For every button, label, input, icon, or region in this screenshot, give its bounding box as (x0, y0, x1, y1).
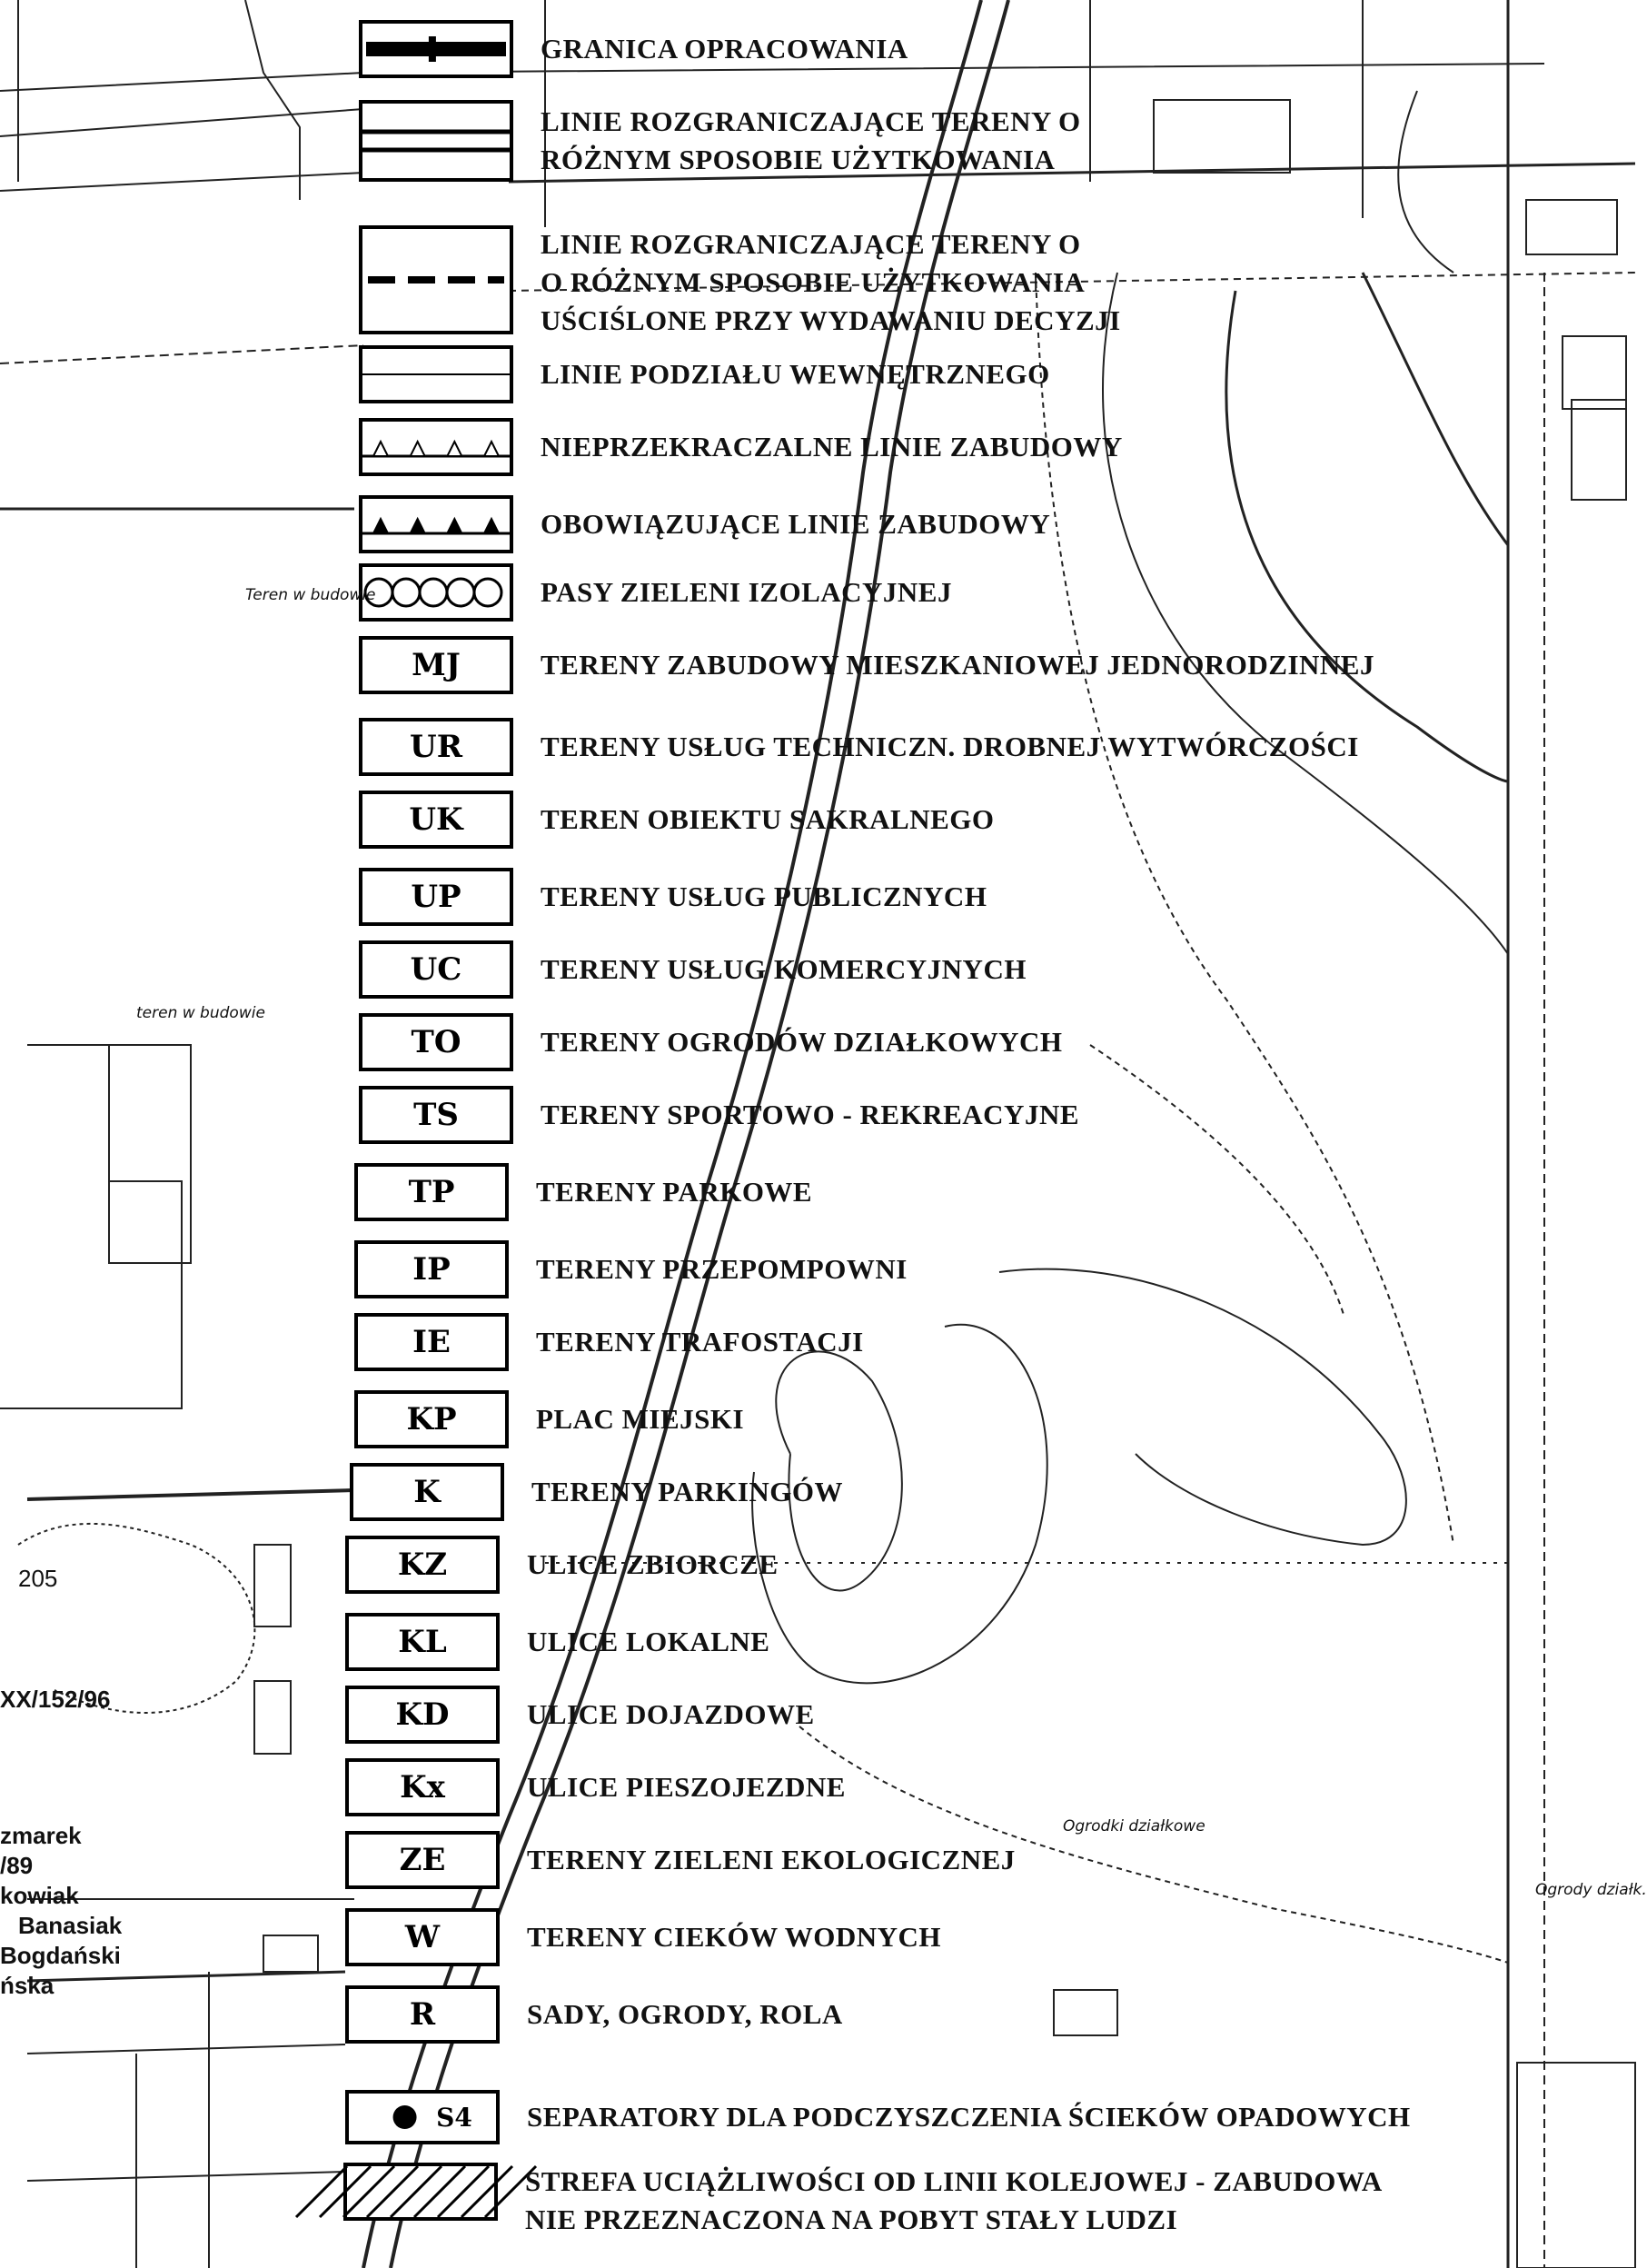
legend-label-line: GRANICA OPRACOWANIA (541, 33, 908, 65)
legend-symbol (354, 1313, 509, 1371)
legend-row (0, 20, 1635, 78)
legend-code: K (413, 1474, 441, 1510)
legend-code: W (404, 1919, 441, 1955)
legend-code: TS (413, 1097, 459, 1133)
legend-symbol (354, 1163, 509, 1221)
legend-code: KZ (397, 1547, 448, 1583)
legend-symbol (359, 563, 513, 622)
legend-symbol (359, 718, 513, 776)
legend-row (0, 940, 1635, 999)
legend-label (536, 1173, 812, 1211)
map-label-ogrody: Ogrodki działkowe (1063, 1817, 1205, 1835)
map-label-resolution: XX/152/96 (0, 1686, 111, 1713)
legend-row (0, 791, 1635, 849)
map-label-number: 205 (18, 1565, 58, 1592)
legend-label-line: LINIE ROZGRANICZAJĄCE TERENY O (541, 228, 1081, 260)
legend-label-line: TERENY USŁUG TECHNICZN. DROBNEJ WYTWÓRCZOŚCI (541, 731, 1359, 762)
legend-code: UC (410, 951, 462, 988)
legend-symbol (345, 2090, 500, 2144)
legend-symbol (345, 1831, 500, 1889)
legend-row (0, 100, 1635, 182)
legend-label-line: PLAC MIEJSKI (536, 1403, 745, 1435)
legend-symbol (359, 100, 513, 182)
legend-symbol (359, 418, 513, 476)
map-label-owner: zmarek (0, 1822, 82, 1849)
legend-symbol (359, 345, 513, 403)
legend-label-line: TERENY USŁUG PUBLICZNYCH (541, 880, 987, 912)
legend-label (541, 1096, 1079, 1134)
legend-label (541, 1023, 1063, 1061)
legend-symbol (359, 1086, 513, 1144)
legend-label-line: NIEPRZEKRACZALNE LINIE ZABUDOWY (541, 431, 1123, 463)
legend-row (0, 225, 1635, 334)
legend-code: KL (398, 1624, 447, 1660)
legend-label-line: RÓŻNYM SPOSOBIE UŻYTKOWANIA (541, 144, 1056, 175)
legend-symbol (359, 20, 513, 78)
legend-label (527, 1841, 1016, 1879)
legend-symbol (354, 1240, 509, 1298)
legend-symbol (345, 1686, 500, 1744)
legend-label (541, 878, 987, 916)
parcel-line (27, 2044, 345, 2054)
legend-label-line: TEREN OBIEKTU SAKRALNEGO (541, 803, 995, 835)
legend-symbol (359, 791, 513, 849)
building-outline (109, 1045, 191, 1263)
legend-symbol (359, 868, 513, 926)
legend-code: TP (408, 1174, 455, 1210)
legend-code: UP (411, 879, 461, 915)
legend-code: ZE (399, 1842, 446, 1878)
legend-row (0, 1390, 1635, 1448)
legend-row (0, 1536, 1635, 1594)
parcel-line (27, 1972, 345, 1981)
legend-symbol (359, 636, 513, 694)
legend-row (0, 1086, 1635, 1144)
legend-label (541, 573, 952, 612)
map-label-owner: ńska (0, 1972, 55, 1999)
legend-label (541, 103, 1081, 179)
legend-label-line: TERENY ZIELENI EKOLOGICZNEJ (527, 1844, 1016, 1875)
legend-label-line: LINIE ROZGRANICZAJĄCE TERENY O (541, 105, 1081, 137)
legend-symbol (345, 1985, 500, 2044)
legend-label-line: TERENY PARKINGÓW (531, 1476, 843, 1507)
legend-label (541, 225, 1121, 340)
legend-row (0, 1908, 1635, 1966)
legend-label (531, 1473, 843, 1511)
legend-row (0, 2090, 1635, 2144)
legend-label-line: ULICE LOKALNE (527, 1626, 770, 1657)
legend-label-line: PASY ZIELENI IZOLACYJNEJ (541, 576, 952, 608)
legend-code: UK (409, 801, 463, 838)
legend-code: IE (412, 1324, 451, 1360)
legend-label-line: OBOWIĄZUJĄCE LINIE ZABUDOWY (541, 508, 1051, 540)
legend-label-line: STREFA UCIĄŻLIWOŚCI OD LINII KOLEJOWEJ - ZABUDOWA (525, 2165, 1383, 2197)
legend-row (0, 1463, 1635, 1521)
legend-label-line: O RÓŻNYM SPOSOBIE UŻYTKOWANIA (541, 266, 1086, 298)
legend-label-line: TERENY ZABUDOWY MIESZKANIOWEJ JEDNORODZINNEJ (541, 649, 1374, 681)
legend-row (0, 1831, 1635, 1889)
legend-symbol (359, 225, 513, 334)
legend-row (0, 1240, 1635, 1298)
legend-row (0, 1985, 1635, 2044)
legend-label (527, 1918, 941, 1956)
legend-label (527, 1546, 779, 1584)
legend-label (527, 1768, 846, 1806)
legend-label (541, 801, 995, 839)
map-label-teren-w-budowie: Teren w budowie (245, 586, 376, 604)
legend-row (0, 495, 1635, 553)
legend-row (0, 1686, 1635, 1744)
legend-label (527, 1995, 843, 2034)
legend-label (527, 1623, 769, 1661)
legend-label (527, 2098, 1411, 2136)
legend-row (0, 1163, 1635, 1221)
legend-label-line: TERENY PRZEPOMPOWNI (536, 1253, 908, 1285)
legend-label (541, 30, 908, 68)
legend-label-line: NIE PRZEZNACZONA NA POBYT STAŁY LUDZI (525, 2203, 1178, 2235)
legend-code: KD (395, 1696, 450, 1733)
legend-code: IP (412, 1251, 451, 1288)
legend-label (541, 428, 1123, 466)
map-label-year: /89 (0, 1852, 34, 1879)
map-label-owner: Banasiak (18, 1912, 123, 1939)
legend-symbol (359, 940, 513, 999)
legend-label-line: ULICE DOJAZDOWE (527, 1698, 815, 1730)
legend-label-line: ULICE ZBIORCZE (527, 1548, 779, 1580)
legend-code: MJ (412, 647, 461, 683)
legend-label-line: LINIE PODZIAŁU WEWNĘTRZNEGO (541, 358, 1050, 390)
legend-row (0, 1613, 1635, 1671)
legend-label-line: ULICE PIESZOJEZDNE (527, 1771, 846, 1803)
legend-label-line: TERENY CIEKÓW WODNYCH (527, 1921, 942, 1953)
legend-row (0, 345, 1635, 403)
legend-label (541, 728, 1359, 766)
legend-symbol (343, 2163, 498, 2221)
legend-label (541, 355, 1050, 393)
map-label-owner: Bogdański (0, 1942, 121, 1969)
legend-code: R (409, 1996, 436, 2033)
legend-label (536, 1323, 864, 1361)
legend-symbol (354, 1390, 509, 1448)
legend-symbol (345, 1908, 500, 1966)
legend-label (525, 2163, 1383, 2239)
legend-label (536, 1400, 744, 1438)
legend-row (0, 868, 1635, 926)
legend-label (541, 646, 1374, 684)
map-label-teren-w-budowie: teren w budowie (136, 1004, 265, 1022)
legend-symbol (345, 1758, 500, 1816)
legend-symbol (350, 1463, 504, 1521)
legend-label-line: TERENY OGRODÓW DZIAŁKOWYCH (541, 1026, 1063, 1058)
legend-label-line: TERENY TRAFOSTACJI (536, 1326, 864, 1358)
legend-label-line: SADY, OGRODY, ROLA (527, 1998, 843, 2030)
legend-code: Kx (400, 1769, 445, 1805)
legend-code: KP (406, 1401, 457, 1437)
legend-row (0, 418, 1635, 476)
legend-symbol (345, 1613, 500, 1671)
legend-row (0, 636, 1635, 694)
legend-row (0, 1313, 1635, 1371)
legend-label (536, 1250, 908, 1288)
legend-label-line: UŚCIŚLONE PRZY WYDAWANIU DECYZJI (541, 304, 1121, 336)
legend-label-line: TERENY USŁUG KOMERCYJNYCH (541, 953, 1027, 985)
legend-label (541, 950, 1027, 989)
legend-row (0, 1758, 1635, 1816)
legend-label-line: SEPARATORY DLA PODCZYSZCZENIA ŚCIEKÓW OPADOWYCH (527, 2101, 1411, 2133)
legend-row (0, 718, 1635, 776)
legend-label (541, 505, 1050, 543)
legend-code: UR (410, 729, 462, 765)
legend-symbol (359, 495, 513, 553)
legend-row (0, 2163, 1635, 2235)
map-label-owner: kowiak (0, 1882, 79, 1909)
map-label-ogrody: Ogrody działk. (1535, 1881, 1647, 1899)
legend-symbol (359, 1013, 513, 1071)
legend-label-line: TERENY SPORTOWO - REKREACYJNE (541, 1099, 1080, 1130)
legend-label-line: TERENY PARKOWE (536, 1176, 813, 1208)
legend-symbol (345, 1536, 500, 1594)
legend-label (527, 1696, 815, 1734)
legend-code: S4 (436, 2102, 472, 2133)
legend-code: TO (411, 1024, 461, 1060)
